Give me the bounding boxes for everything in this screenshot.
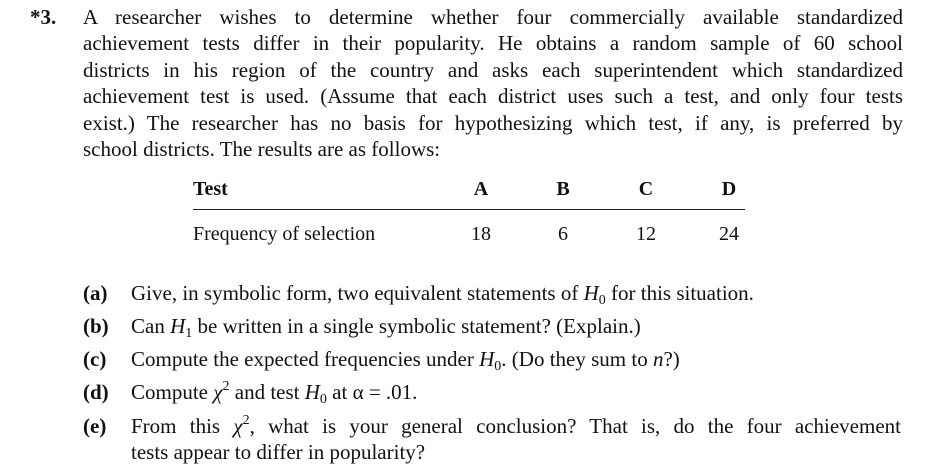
question-tag: (a) — [83, 281, 108, 305]
table-header-row — [193, 175, 745, 205]
question-text: Compute $\chi^2$ and test $H_0$ at α = .01. — [131, 379, 418, 407]
question-tag: (d) — [83, 380, 109, 404]
statement-line: districts in his region of the country and asks each superintendent which standardized — [83, 57, 903, 82]
table-cell: 6 — [558, 223, 568, 245]
question-text: From this $\chi^2$, what is your general conclusion? That is, do the four achievement tests appear to differ in popularity? — [131, 413, 901, 464]
table-cell: 24 — [719, 223, 739, 245]
statement-line: achievement test is used. (Assume that each district uses such a test, and only four tests — [83, 84, 903, 109]
statement-line: achievement tests differ in their popularity. He obtains a random sample of 60 school — [83, 31, 903, 56]
question-tag: (b) — [83, 314, 109, 338]
table-column-header: D — [721, 178, 737, 200]
table-column-header: B — [556, 178, 570, 200]
statement-line: school districts. The results are as follows: — [83, 137, 441, 162]
table-cell: 18 — [471, 223, 491, 245]
table-column-header: A — [473, 178, 489, 200]
table-row — [193, 220, 745, 250]
question-text: Can $H_1$ be written in a single symbolic statement? (Explain.) — [131, 314, 641, 341]
question-tag: (e) — [83, 414, 107, 438]
question-text: Compute the expected frequencies under $H_0$. (Do they sum to n?) — [131, 347, 680, 374]
table-header-label: Test — [193, 178, 228, 200]
statement-line: A researcher wishes to determine whether four commercially available standardized — [83, 5, 903, 29]
table-rule — [193, 209, 745, 210]
table-cell: 12 — [636, 223, 656, 245]
question-tag: (c) — [83, 347, 107, 371]
table-row-label: Frequency of selection — [193, 223, 376, 245]
question-text: Give, in symbolic form, two equivalent statements of $H_0$ for this situation. — [131, 281, 754, 308]
problem-number: *3. — [30, 5, 57, 29]
statement-line: exist.) The researcher has no basis for hypothesizing which test, if any, is preferred by — [83, 110, 903, 135]
problem-statement — [83, 4, 903, 162]
table-column-header: C — [638, 178, 654, 200]
